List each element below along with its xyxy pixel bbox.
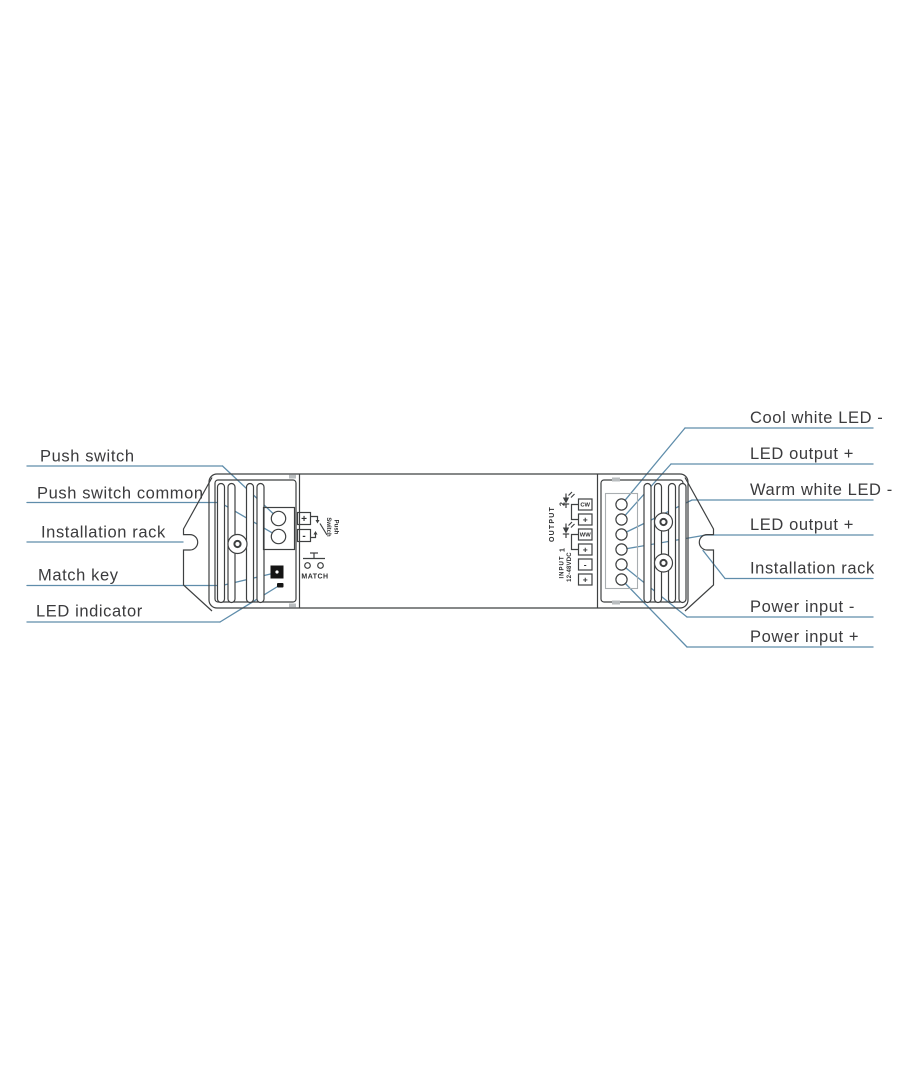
callout-leader [627,535,706,549]
callout-label: LED output + [750,516,854,534]
terminal-output1-plus[interactable] [616,544,627,555]
callout-label: Cool white LED - [750,409,884,427]
callout-label: Match key [38,566,119,585]
contact [305,563,311,569]
label-ww: WW [579,532,591,539]
terminal-cw[interactable] [616,499,627,510]
output-group-label [549,506,556,542]
channel2-text: 2 [559,502,567,506]
callout-label: Push switch common [37,484,204,503]
arrowhead [314,531,318,535]
led-indicator-dot [277,583,284,588]
input-voltage-text: 12-48VDC [567,552,573,582]
led-arrow [571,494,575,498]
minus-sign: - [302,531,306,542]
clip-tab [289,475,296,479]
screw-hole [660,519,666,525]
callout-label: LED output + [750,445,854,463]
contact [318,563,324,569]
output-text: OUTPUT [549,506,556,542]
switch-note [325,517,339,537]
terminal-labels [579,499,593,585]
push-switch-terminal-block [264,508,295,550]
terminal-input-minus[interactable] [616,559,627,570]
device-body [209,474,688,608]
terminal-output2-plus[interactable] [616,514,627,525]
channel1-number [560,548,567,552]
fin [218,484,225,603]
clip-tab [612,601,620,605]
callout-label: Power input - [750,598,856,616]
callout-led-indicator [27,587,277,622]
screw-hole [234,541,240,547]
input-text: INPUT [559,555,566,579]
callout-installation-rack-right [703,551,875,579]
switch-note-line1: Push [332,519,339,535]
callout-label: Warm white LED - [750,481,893,499]
match-button-schematic [301,553,328,581]
fin [655,484,662,603]
plus-sign: + [301,514,307,525]
heatsink-right [644,484,686,603]
channel1-text: 1 [559,548,567,552]
bracket [572,535,579,550]
led-arrow [571,524,575,528]
arrowhead [316,520,320,524]
switch-lead-bottom [311,534,316,538]
screw-hole [660,560,666,566]
callout-label: Power input + [750,628,860,646]
callout-label: Installation rack [41,523,166,542]
label-plusin: + [582,574,588,585]
fin [644,484,651,603]
switch-lead-top [311,517,318,521]
mounting-ear-right [685,478,714,612]
callout-label: LED indicator [36,602,143,621]
led-arrow [569,522,573,526]
led-arrow [569,492,573,496]
device-drawing [184,474,714,611]
callout-label: Push switch [40,447,135,466]
input-group-label [560,552,574,582]
fin [679,484,686,603]
push-switch-schematic [298,513,339,543]
push-switch-common-terminal[interactable] [271,529,285,543]
heatsink-left [218,484,265,603]
bracket [572,505,579,520]
led-diode-icon [563,528,569,534]
channel-1-circuit [563,522,579,550]
callout-installation-rack-left [27,524,183,543]
clip-tab [612,478,620,482]
channel2-number [560,502,567,506]
callout-label: Installation rack [750,559,875,578]
match-label: MATCH [301,573,329,581]
label-cw: CW [580,502,591,509]
clip-tab [289,604,296,608]
label-minus: - [583,559,587,570]
switch-note-line2: Switch [325,517,331,537]
label-plus1: + [582,544,588,555]
label-plus2: + [582,514,588,525]
terminal-ww[interactable] [616,529,627,540]
push-switch-terminal[interactable] [271,511,285,525]
match-key-dot [275,570,278,573]
terminal-input-plus[interactable] [616,574,627,585]
fin [669,484,676,603]
